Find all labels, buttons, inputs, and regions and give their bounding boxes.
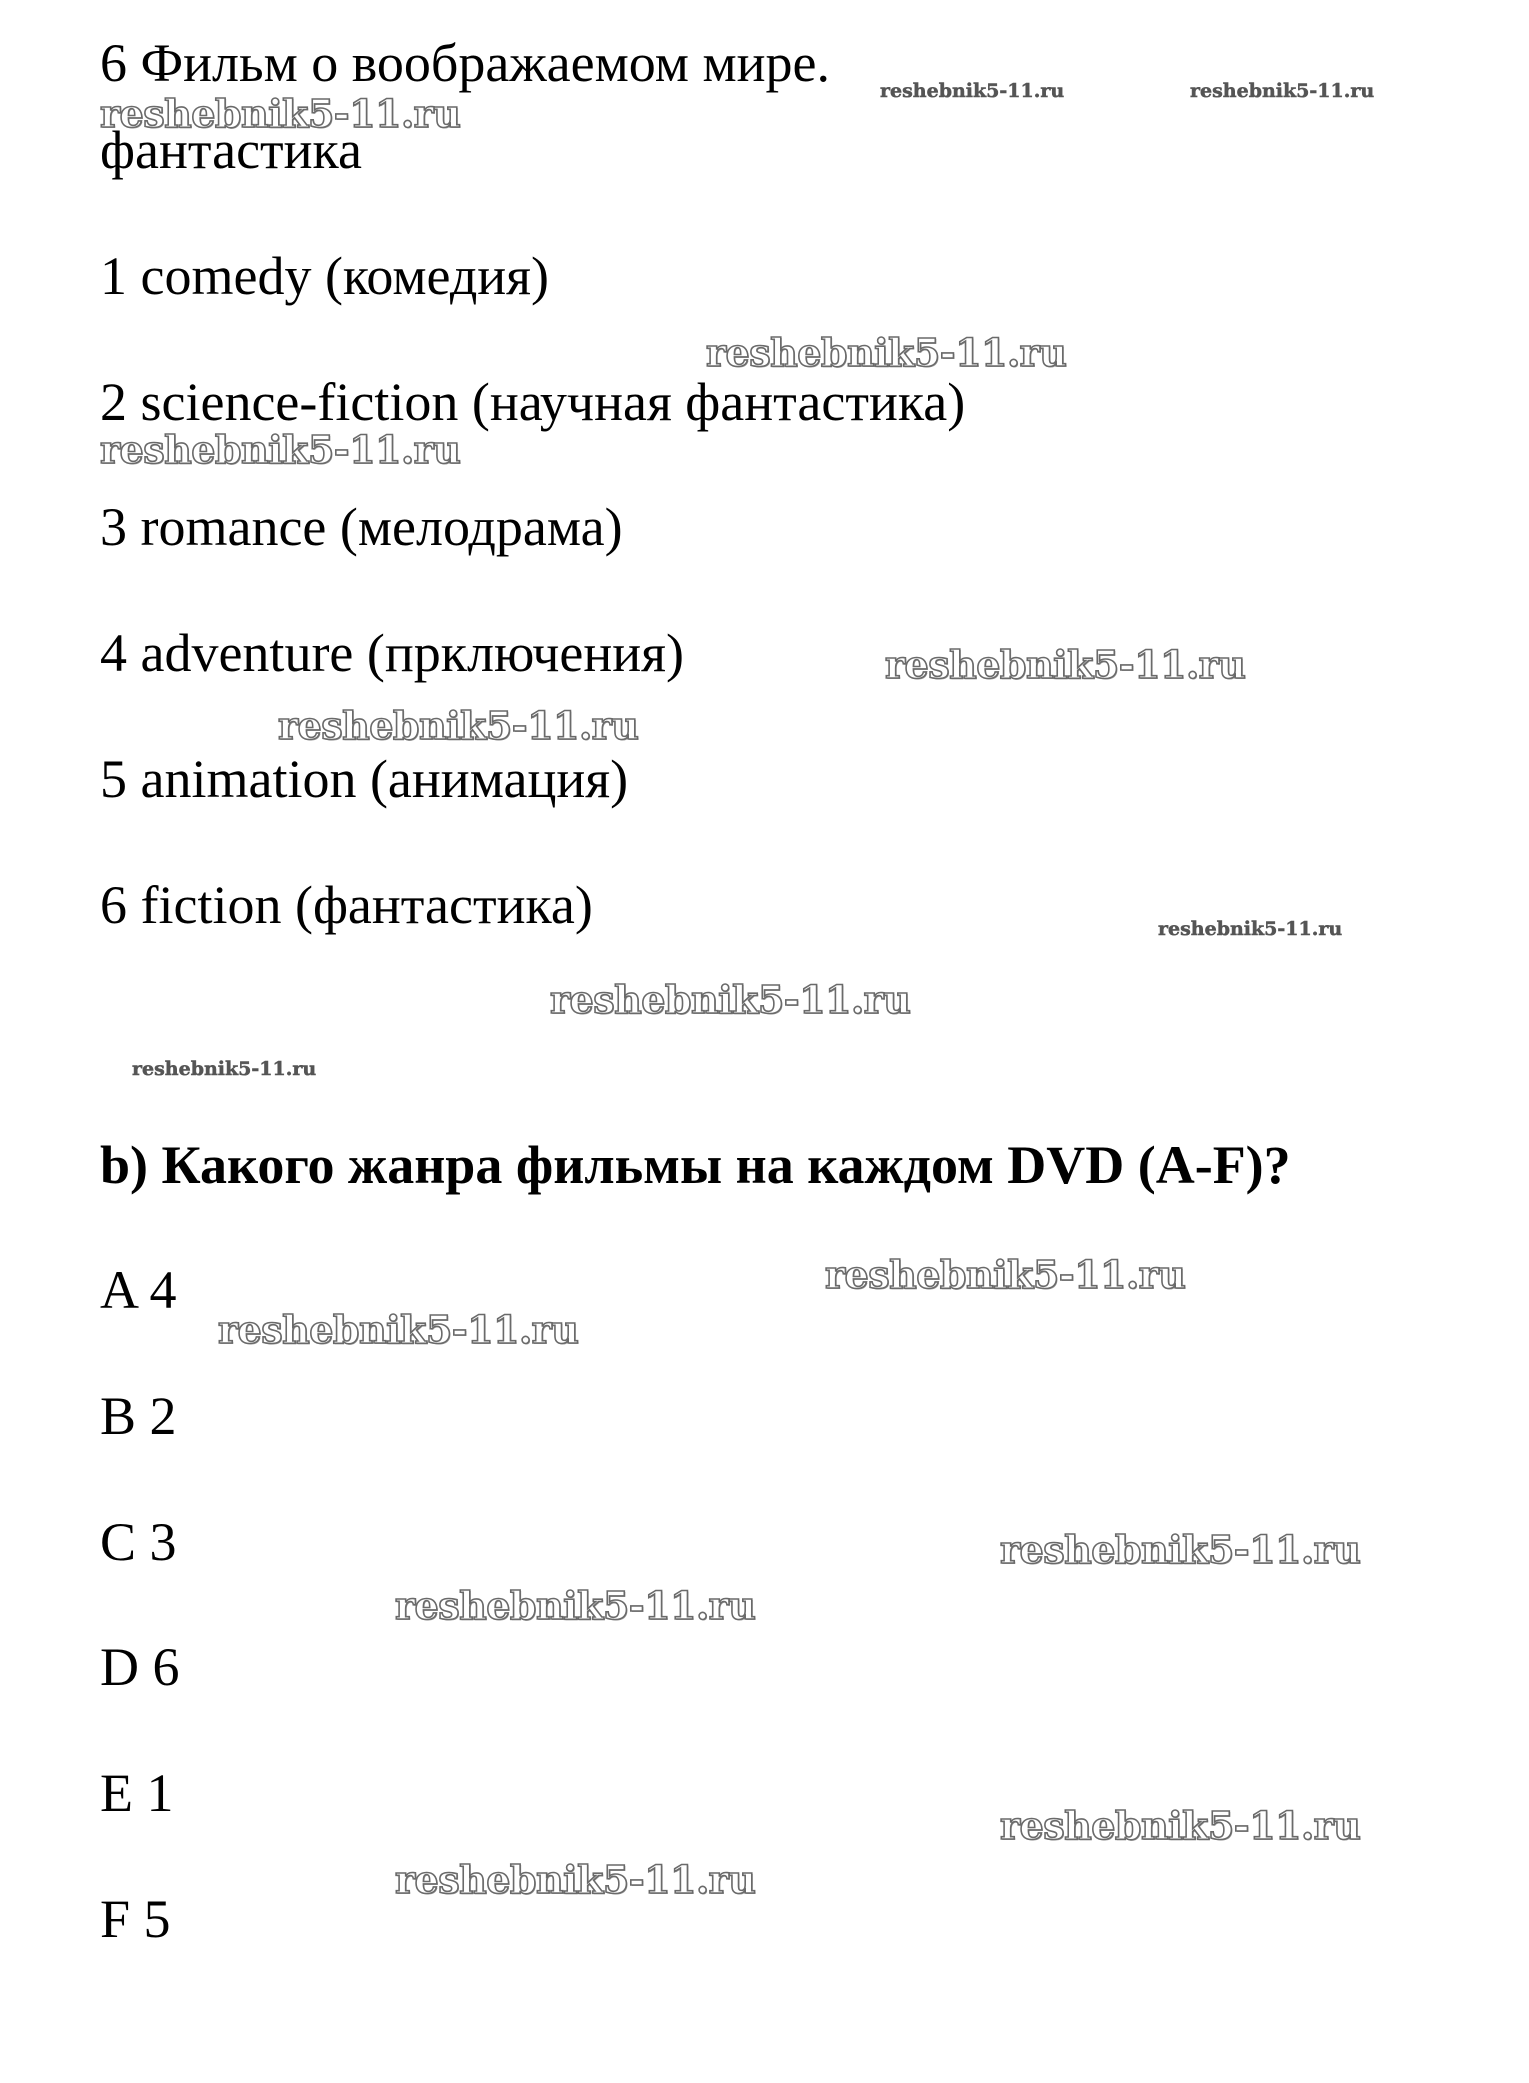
genre-item-comedy: 1 comedy (комедия) <box>100 246 550 306</box>
answer-d: D 6 <box>100 1637 180 1697</box>
answer-f: F 5 <box>100 1889 171 1949</box>
answer-c: C 3 <box>100 1512 177 1572</box>
watermark: reshebnik5-11.ru <box>100 91 461 136</box>
watermark: reshebnik5-11.ru <box>706 330 1067 375</box>
watermark: reshebnik5-11.ru <box>395 1583 756 1628</box>
watermark: reshebnik5-11.ru <box>395 1857 756 1902</box>
definition-answer: фантастика <box>100 120 362 180</box>
watermark: reshebnik5-11.ru <box>825 1252 1186 1297</box>
watermark: reshebnik5-11.ru <box>885 642 1246 687</box>
answer-e: E 1 <box>100 1763 174 1823</box>
watermark: reshebnik5-11.ru <box>132 1058 317 1080</box>
watermark: reshebnik5-11.ru <box>1158 918 1343 940</box>
watermark: reshebnik5-11.ru <box>880 80 1065 102</box>
answer-b: B 2 <box>100 1386 177 1446</box>
genre-item-animation: 5 animation (анимация) <box>100 749 629 809</box>
watermark: reshebnik5-11.ru <box>218 1307 579 1352</box>
genre-item-romance: 3 romance (мелодрама) <box>100 497 623 557</box>
watermark: reshebnik5-11.ru <box>100 427 461 472</box>
section-b-heading: b) Какого жанра фильмы на каждом DVD (A-F)? <box>100 1135 1291 1195</box>
definition-line: 6 Фильм о воображаемом мире. <box>100 33 830 93</box>
answer-a: A 4 <box>100 1260 177 1320</box>
watermark: reshebnik5-11.ru <box>1190 80 1375 102</box>
genre-item-science-fiction: 2 science-fiction (научная фантастика) <box>100 372 966 432</box>
genre-item-adventure: 4 adventure (прключения) <box>100 623 684 683</box>
watermark: reshebnik5-11.ru <box>278 703 639 748</box>
watermark: reshebnik5-11.ru <box>1000 1527 1361 1572</box>
watermark: reshebnik5-11.ru <box>1000 1803 1361 1848</box>
genre-item-fiction: 6 fiction (фантастика) <box>100 875 593 935</box>
watermark: reshebnik5-11.ru <box>550 977 911 1022</box>
